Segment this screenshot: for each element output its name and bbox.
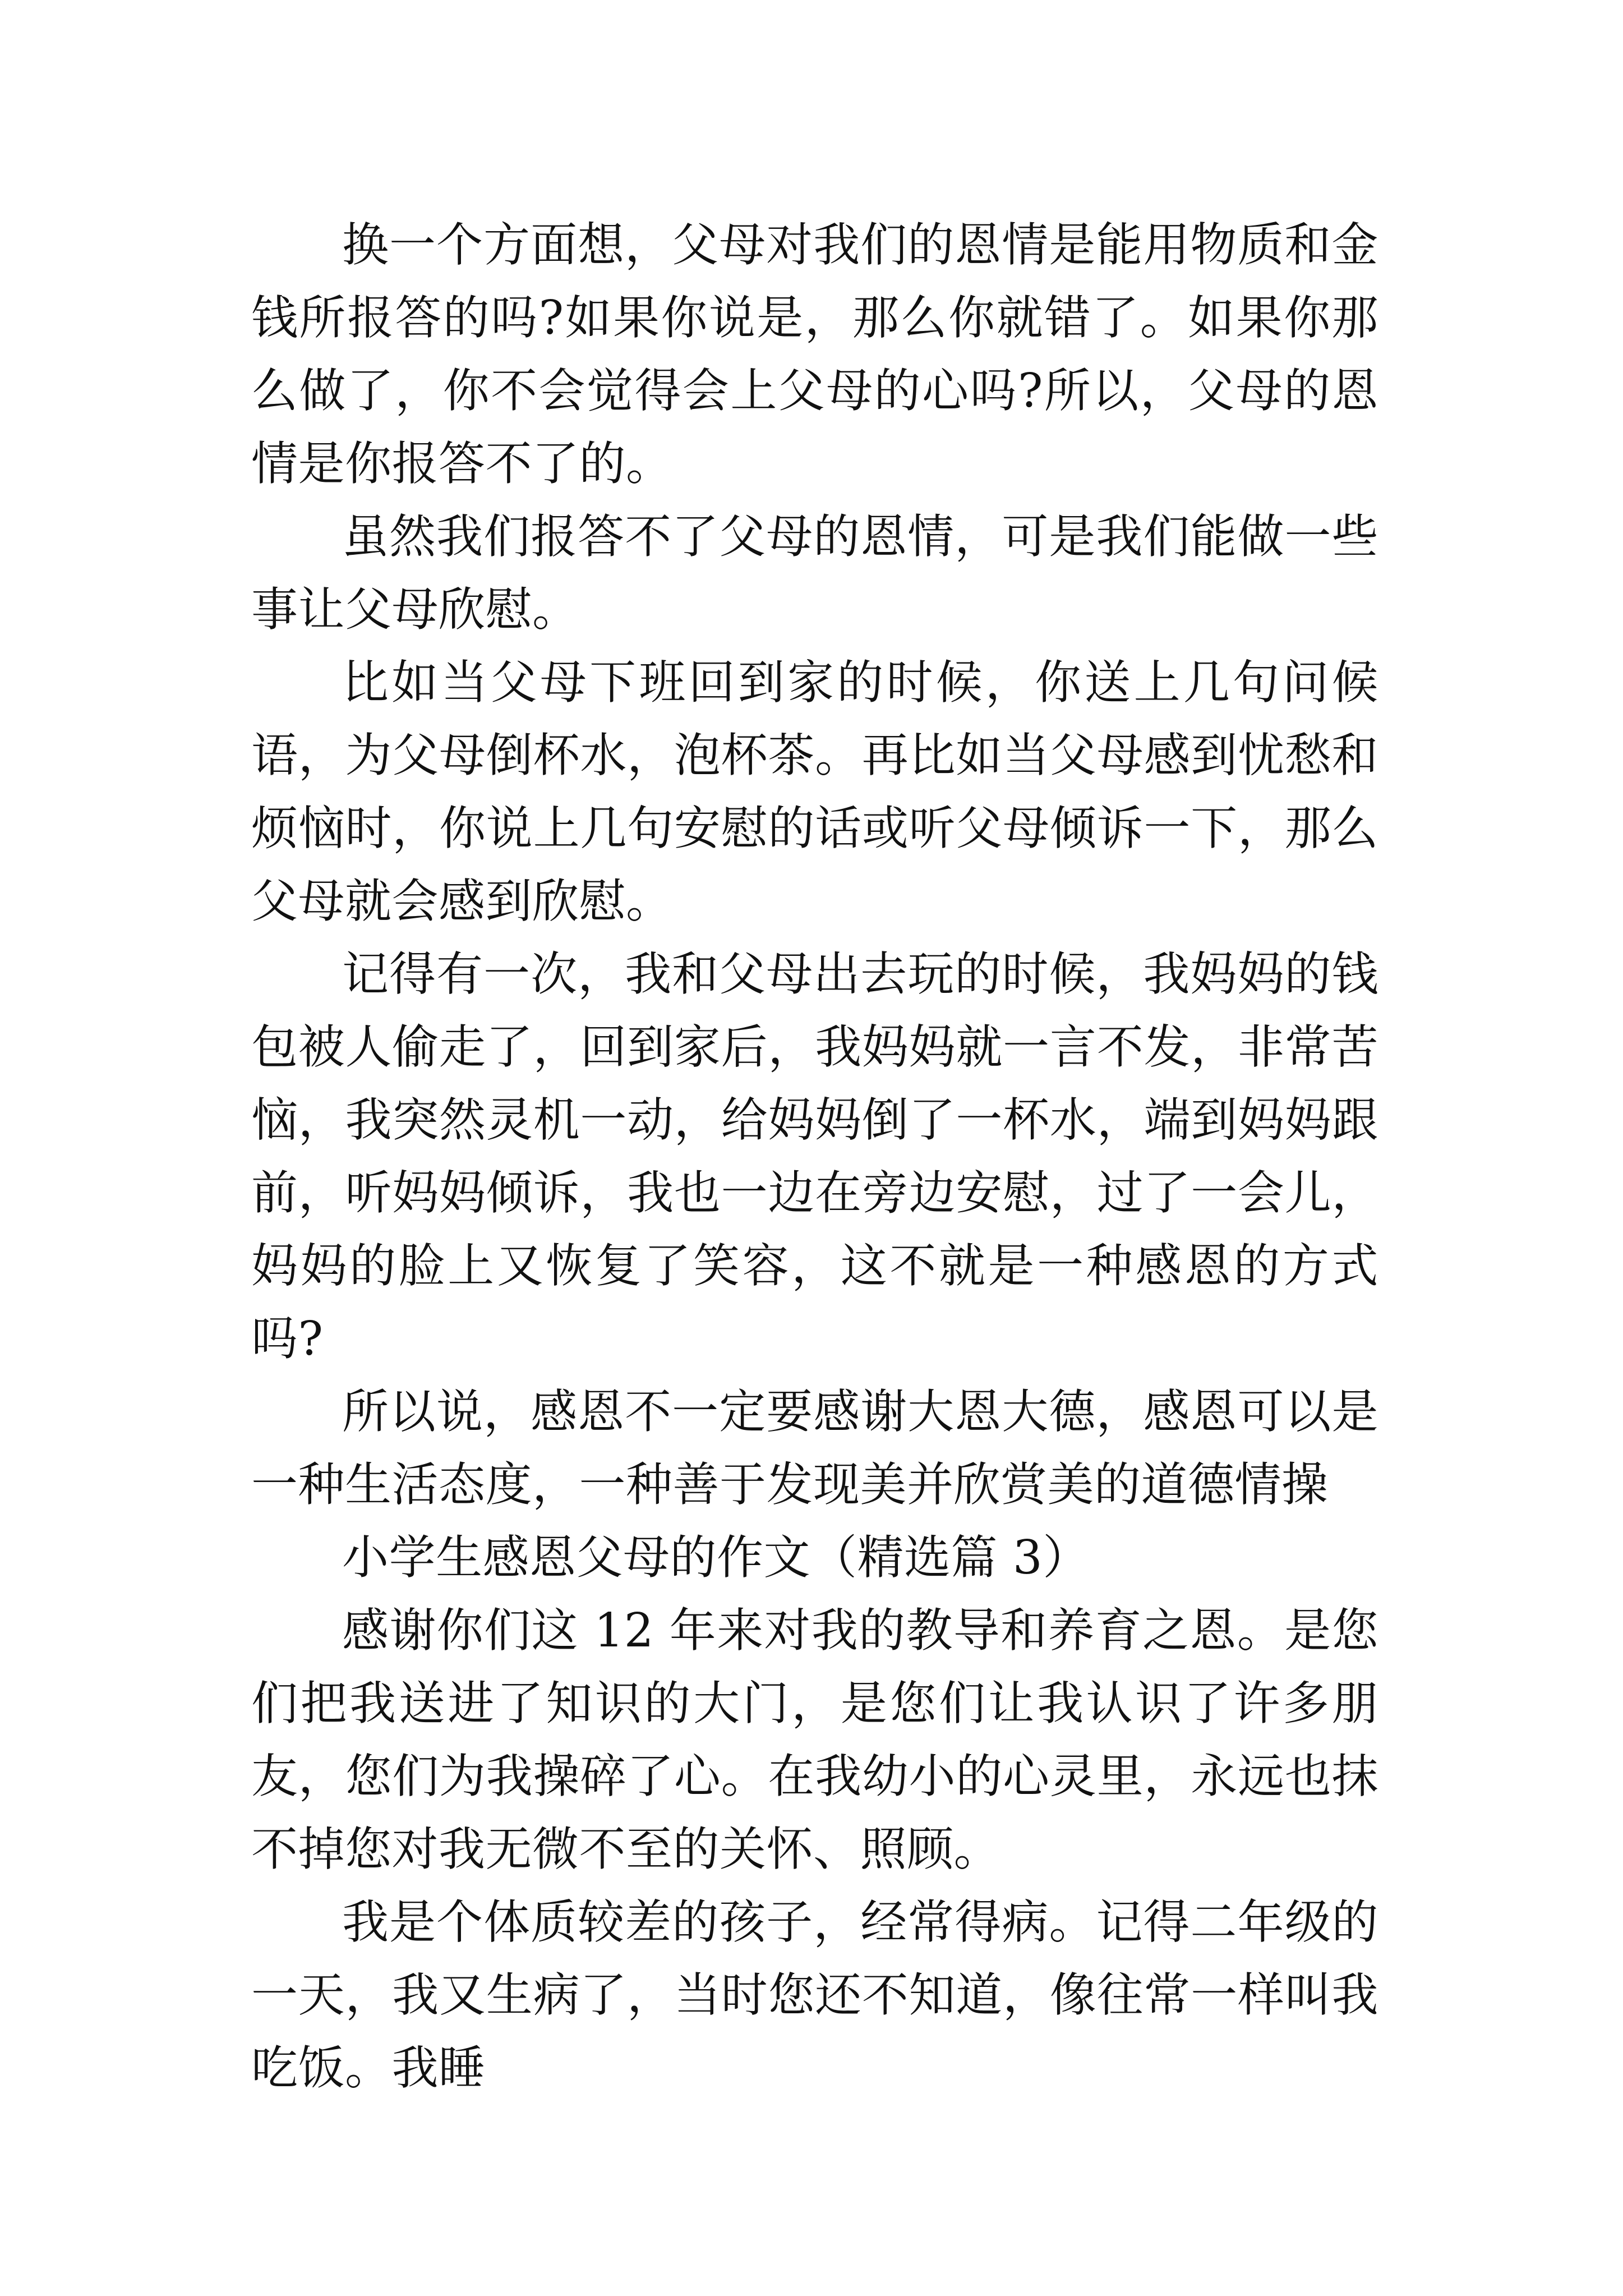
paragraph: 我是个体质较差的孩子，经常得病。记得二年级的一天，我又生病了，当时您还不知道，像往常一样叫我吃饭。我睡 bbox=[251, 1895, 1378, 2095]
paragraph: 感谢你们这 12 年来对我的教导和养育之恩。是您们把我送进了知识的大门，是您们让我认识了许多朋友，您们为我操碎了心。在我幼小的心灵里，永远也抹不掉您对我无微不至的关怀、照顾。 bbox=[251, 1603, 1378, 1876]
section-title: 小学生感恩父母的作文（精选篇 3） bbox=[342, 1530, 1090, 1585]
paragraph: 换一个方面想，父母对我们的恩情是能用物质和金钱所报答的吗?如果你说是，那么你就错了。如果你那么做了，你不会觉得会上父母的心吗?所以，父母的恩情是你报答不了的。 bbox=[251, 218, 1378, 491]
document-body bbox=[251, 209, 1378, 2105]
paragraph: 比如当父母下班回到家的时候，你送上几句问候语，为父母倒杯水，泡杯茶。再比如当父母感到忧愁和烦恼时，你说上几句安慰的话或听父母倾诉一下，那么父母就会感到欣慰。 bbox=[251, 655, 1378, 928]
paragraph: 虽然我们报答不了父母的恩情，可是我们能做一些事让父母欣慰。 bbox=[251, 509, 1378, 637]
paragraph: 所以说，感恩不一定要感谢大恩大德，感恩可以是一种生活态度，一种善于发现美并欣赏美的道德情操 bbox=[251, 1384, 1378, 1512]
paragraph: 记得有一次，我和父母出去玩的时候，我妈妈的钱包被人偷走了，回到家后，我妈妈就一言不发，非常苦恼，我突然灵机一动，给妈妈倒了一杯水，端到妈妈跟前，听妈妈倾诉，我也一边在旁边安慰，过了一会儿，妈妈的脸上又恢复了笑容，这不就是一种感恩的方式吗? bbox=[251, 947, 1378, 1366]
